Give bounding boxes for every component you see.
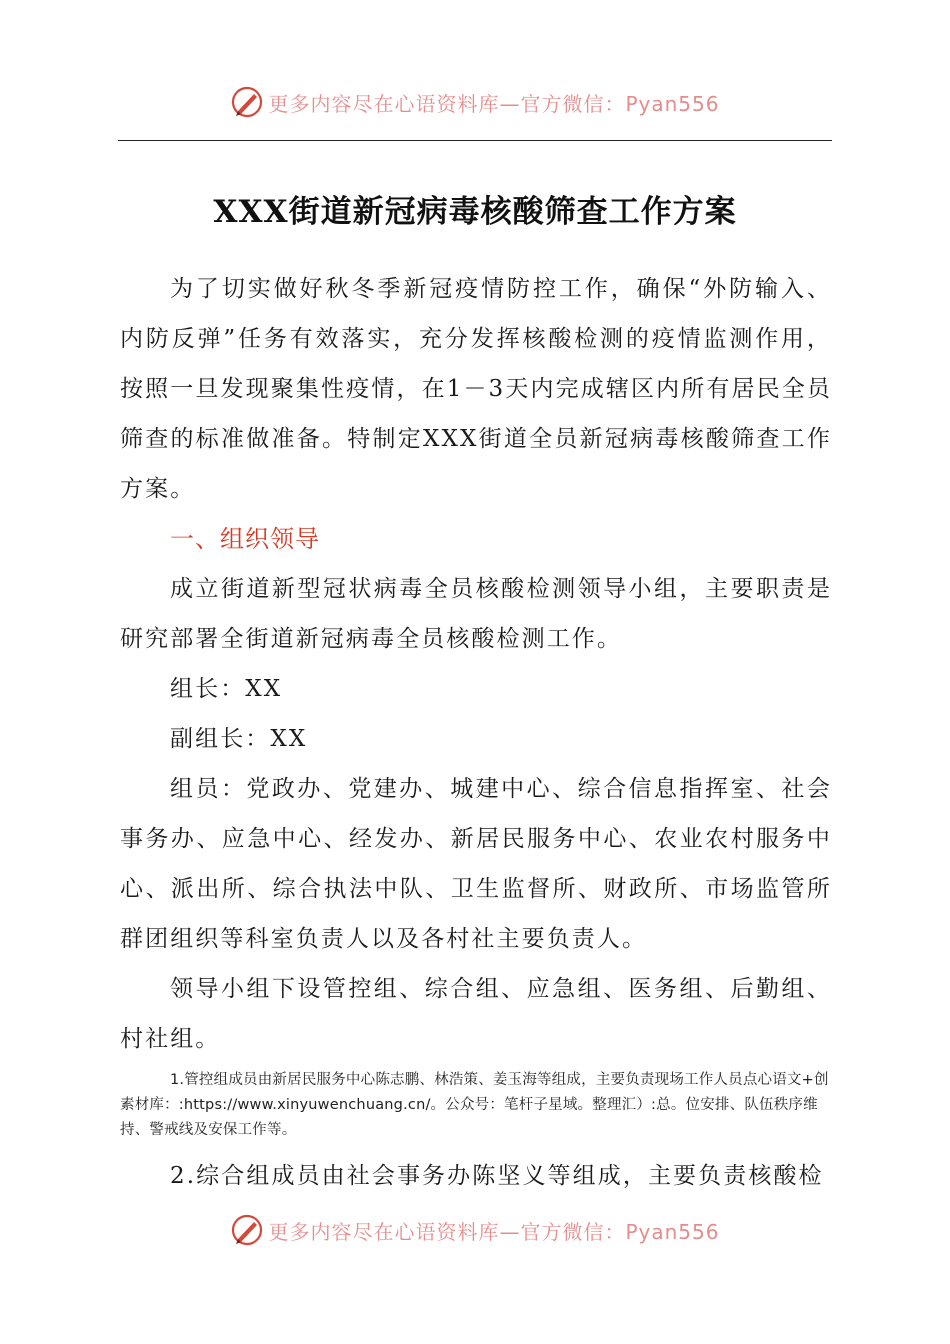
document-body (120, 264, 832, 1201)
subgroups-paragraph: 领导小组下设管控组、综合组、应急组、医务组、后勤组、村社组。 (120, 976, 832, 1052)
watermark-banner-top (0, 82, 950, 122)
deputy-leader-line: 副组长：XX (170, 726, 308, 752)
watermark-text: 更多内容尽在心语资料库—官方微信：Pyan556 (268, 1219, 720, 1244)
item-2-paragraph: 2.综合组成员由社会事务办陈坚义等组成，主要负责核酸检 (170, 1163, 824, 1189)
item-1-paragraph: 1.管控组成员由新居民服务中心陈志鹏、林浩策、姜玉海等组成，主要负责现场工作人员点心语文+创素材库：:https://www.xinyuwenchuang.cn/。公众号：笔杆子星域。整理汇）:总。位安排、队伍秩序维持、警戒线及安保工作等。 (120, 1072, 829, 1138)
intro-paragraph: 为了切实做好秋冬季新冠疫情防控工作，确保“外防输入、内防反弹”任务有效落实，充分发挥核酸检测的疫情监测作用，按照一旦发现聚集性疫情，在1－3天内完成辖区内所有居民全员筛查的标准做准备。特制定XXX街道全员新冠病毒核酸筛查工作方案。 (120, 276, 832, 502)
section1-paragraph: 成立街道新型冠状病毒全员核酸检测领导小组，主要职责是研究部署全街道新冠病毒全员核酸检测工作。 (120, 576, 832, 652)
leader-line: 组长：XX (170, 676, 283, 702)
header-divider (118, 140, 832, 141)
document-title: XXX街道新冠病毒核酸筛查工作方案 (213, 194, 737, 230)
members-paragraph: 组员：党政办、党建办、城建中心、综合信息指挥室、社会事务办、应急中心、经发办、新居民服务中心、农业农村服务中心、派出所、综合执法中队、卫生监督所、财政所、市场监管所群团组织等科室负责人以及各村社主要负责人。 (120, 776, 832, 952)
watermark-text: 更多内容尽在心语资料库—官方微信：Pyan556 (268, 91, 720, 116)
watermark-banner-bottom (0, 1210, 950, 1250)
pen-logo-icon (230, 1213, 264, 1247)
section-heading-organization: 一、组织领导 (170, 525, 320, 553)
pen-logo-icon (230, 85, 264, 119)
